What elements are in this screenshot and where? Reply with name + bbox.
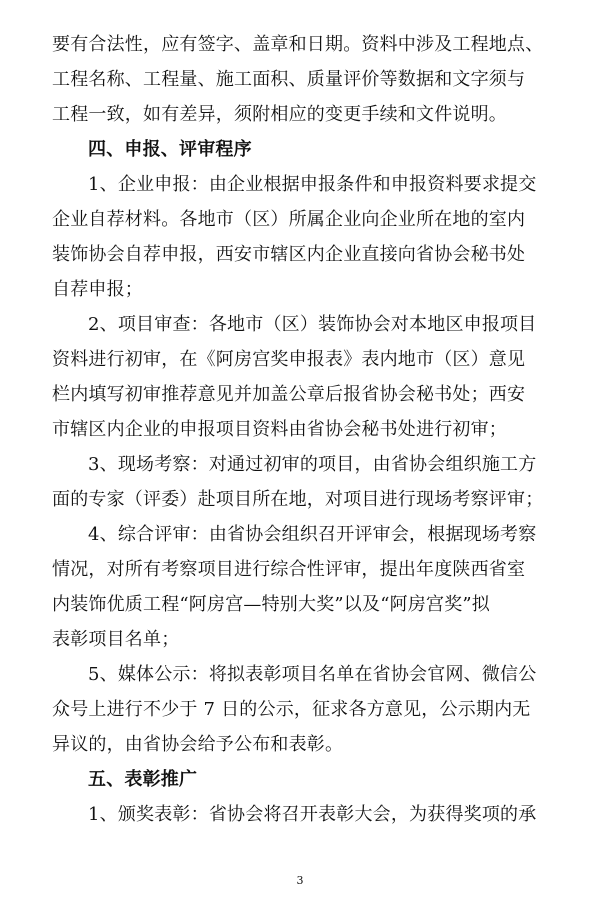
document-body	[52, 27, 552, 832]
body-text-line: 表彰项目名单；	[52, 629, 180, 650]
body-text-line: 工程一致，如有差异，须附相应的变更手续和文件说明。	[52, 104, 507, 125]
body-text-line: 要有合法性，应有签字、盖章和日期。资料中涉及工程地点、	[52, 34, 544, 55]
body-text-line: 工程名称、工程量、施工面积、质量评价等数据和文字须与	[52, 69, 526, 90]
paragraph-first-line: 5、媒体公示：将拟表彰项目名单在省协会官网、微信公	[88, 664, 537, 685]
paragraph-first-line: 3、现场考察：对通过初审的项目，由省协会组织施工方	[88, 454, 537, 475]
body-text-line: 情况，对所有考察项目进行综合性评审，提出年度陕西省室	[52, 559, 526, 580]
body-text-line: 异议的，由省协会给予公布和表彰。	[52, 734, 344, 755]
paragraph-first-line: 2、项目审查：各地市（区）装饰协会对本地区申报项目	[88, 314, 537, 335]
body-text-line: 资料进行初审，在《阿房宫奖申报表》表内地市（区）意见	[52, 349, 526, 370]
body-text-line: 企业自荐材料。各地市（区）所属企业向企业所在地的室内	[52, 209, 526, 230]
body-text-line: 装饰协会自荐申报，西安市辖区内企业直接向省协会秘书处	[52, 244, 526, 265]
body-text-line: 众号上进行不少于 7 日的公示，征求各方意见，公示期内无	[52, 699, 531, 720]
paragraph-first-line: 4、综合评审：由省协会组织召开评审会，根据现场考察	[88, 524, 537, 545]
body-text-line: 栏内填写初审推荐意见并加盖公章后报省协会秘书处；西安	[52, 384, 526, 405]
body-text-line: 自荐申报；	[52, 279, 143, 300]
section-heading: 五、表彰推广	[88, 769, 198, 790]
paragraph-first-line: 1、颁奖表彰：省协会将召开表彰大会，为获得奖项的承	[88, 804, 537, 825]
body-text-line: 面的专家（评委）赴项目所在地，对项目进行现场考察评审；	[52, 489, 544, 510]
body-text-line: 市辖区内企业的申报项目资料由省协会秘书处进行初审；	[52, 419, 507, 440]
paragraph-first-line: 1、企业申报：由企业根据申报条件和申报资料要求提交	[88, 174, 537, 195]
section-heading: 四、申报、评审程序	[88, 139, 252, 160]
page-number: 3	[296, 874, 304, 887]
body-text-line: 内装饰优质工程“阿房宫—特别大奖”以及“阿房宫奖”拟	[52, 594, 491, 615]
